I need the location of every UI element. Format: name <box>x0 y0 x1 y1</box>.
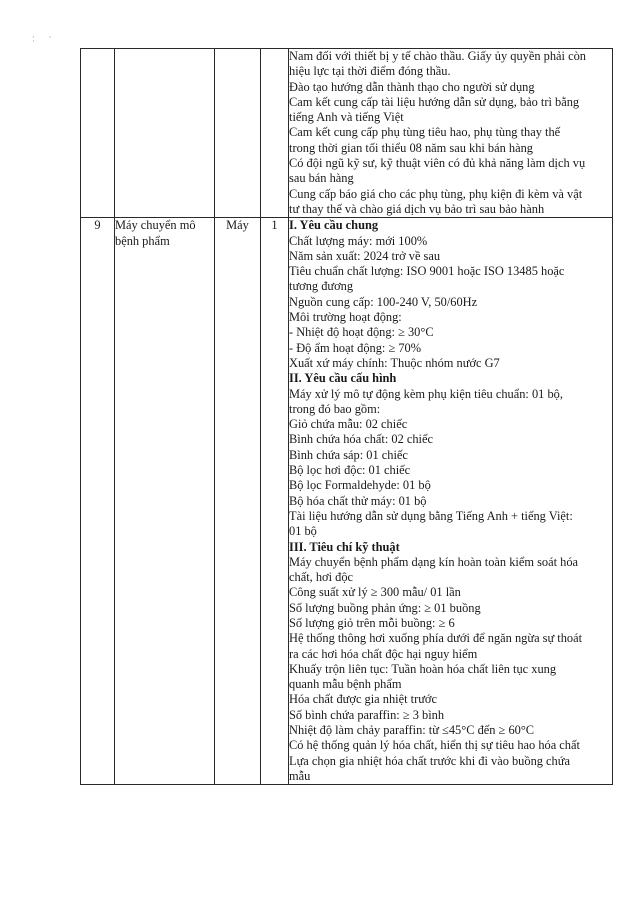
requirement-line: ra các hơi hóa chất độc hại nguy hiểm <box>289 646 478 661</box>
item-name-cell: Máy chuyển mô bệnh phẩm <box>115 218 215 785</box>
requirement-line: tư thay thế và chào giá dịch vụ bảo trì sau bảo hành <box>289 201 545 216</box>
requirement-line: Máy xử lý mô tự động kèm phụ kiện tiêu chuẩn: 01 bộ, <box>289 386 563 401</box>
requirement-line: Hệ thống thông hơi xuống phía dưới để ngăn ngừa sự thoát <box>289 631 583 646</box>
requirement-line: Số lượng buồng phản ứng: ≥ 01 buồng <box>289 600 481 615</box>
section-heading: III. Tiêu chí kỹ thuật <box>289 539 400 554</box>
requirement-line: tiếng Anh và tiếng Việt <box>289 110 404 125</box>
requirement-line: Bộ lọc Formaldehyde: 01 bộ <box>289 478 431 493</box>
scan-speck: · · · <box>32 33 58 46</box>
table-row <box>81 49 613 218</box>
section-heading: I. Yêu cầu chung <box>289 218 379 233</box>
requirement-line: Nam đối với thiết bị y tế chào thầu. Giấy ủy quyền phải còn <box>289 49 586 63</box>
requirement-line: Đào tạo hướng dẫn thành thạo cho người sử dụng <box>289 79 535 94</box>
requirement-line: Cam kết cung cấp tài liệu hướng dẫn sử dụng, bảo trì bằng <box>289 94 580 109</box>
quantity-cell <box>261 49 289 218</box>
requirement-line: Tiêu chuẩn chất lượng: ISO 9001 hoặc ISO 13485 hoặc <box>289 264 565 279</box>
requirement-line: Bộ hóa chất thử máy: 01 bộ <box>289 493 427 508</box>
specification-table <box>80 48 613 785</box>
item-name-cell <box>115 49 215 218</box>
requirement-line: Số lượng giỏ trên mỗi buồng: ≥ 6 <box>289 615 455 630</box>
requirement-line: - Nhiệt độ hoạt động: ≥ 30°C <box>289 325 434 340</box>
requirement-line: Có đội ngũ kỹ sư, kỹ thuật viên có đủ khả năng làm dịch vụ <box>289 156 586 171</box>
requirement-line: tương đương <box>289 279 354 294</box>
requirement-line: Khuấy trộn liên tục: Tuần hoàn hóa chất liên tục xung <box>289 661 557 676</box>
requirement-line: Chất lượng máy: mới 100% <box>289 233 428 248</box>
requirement-line: trong thời gian tối thiểu 08 năm sau khi bán hàng <box>289 140 534 155</box>
quantity-cell: 1 <box>261 218 289 785</box>
requirement-line: Môi trường hoạt động: <box>289 310 402 325</box>
requirements-cell <box>289 218 613 785</box>
requirement-line: Năm sản xuất: 2024 trở về sau <box>289 248 441 263</box>
requirement-line: Giỏ chứa mẫu: 02 chiếc <box>289 417 408 432</box>
row-number-cell: 9 <box>81 218 115 785</box>
requirement-line: Có hệ thống quản lý hóa chất, hiển thị sự tiêu hao hóa chất <box>289 738 580 753</box>
requirement-line: Nhiệt độ làm chảy paraffin: từ ≤45°C đến ≥ 60°C <box>289 723 535 738</box>
requirement-line: Cung cấp báo giá cho các phụ tùng, phụ kiện đi kèm và vật <box>289 186 583 201</box>
row-number-cell <box>81 49 115 218</box>
requirement-line: mẫu <box>289 768 311 783</box>
requirement-line: - Độ ẩm hoạt động: ≥ 70% <box>289 340 422 355</box>
requirement-line: Bộ lọc hơi độc: 01 chiếc <box>289 463 411 478</box>
requirement-line: Số bình chứa paraffin: ≥ 3 bình <box>289 707 445 722</box>
requirements-cell <box>289 49 613 218</box>
requirement-line: 01 bộ <box>289 524 317 539</box>
requirement-line: Công suất xử lý ≥ 300 mẫu/ 01 lần <box>289 585 461 600</box>
requirement-line: hiệu lực tại thời điểm đóng thầu. <box>289 64 451 79</box>
requirement-line: Lựa chọn gia nhiệt hóa chất trước khi đi vào buồng chứa <box>289 753 570 768</box>
requirement-line: Xuất xứ máy chính: Thuộc nhóm nước G7 <box>289 355 500 370</box>
table-row <box>81 218 613 785</box>
requirement-line: Bình chứa hóa chất: 02 chiếc <box>289 432 433 447</box>
requirement-line: quanh mẫu bệnh phẩm <box>289 677 402 692</box>
requirement-line: sau bán hàng <box>289 171 354 186</box>
requirement-line: Bình chứa sáp: 01 chiếc <box>289 447 408 462</box>
requirement-line: Nguồn cung cấp: 100-240 V, 50/60Hz <box>289 294 478 309</box>
unit-cell <box>215 49 261 218</box>
requirement-line: trong đó bao gồm: <box>289 401 381 416</box>
requirement-line: Cam kết cung cấp phụ tùng tiêu hao, phụ tùng thay thế <box>289 125 561 140</box>
requirement-line: Tài liệu hướng dẫn sử dụng bằng Tiếng Anh + tiếng Việt: <box>289 508 573 523</box>
unit-cell: Máy <box>215 218 261 785</box>
section-heading: II. Yêu cầu cấu hình <box>289 371 397 386</box>
requirement-line: Hóa chất được gia nhiệt trước <box>289 692 437 707</box>
requirement-line: chất, hơi độc <box>289 570 354 585</box>
requirement-line: Máy chuyển bệnh phẩm dạng kín hoàn toàn kiểm soát hóa <box>289 554 579 569</box>
